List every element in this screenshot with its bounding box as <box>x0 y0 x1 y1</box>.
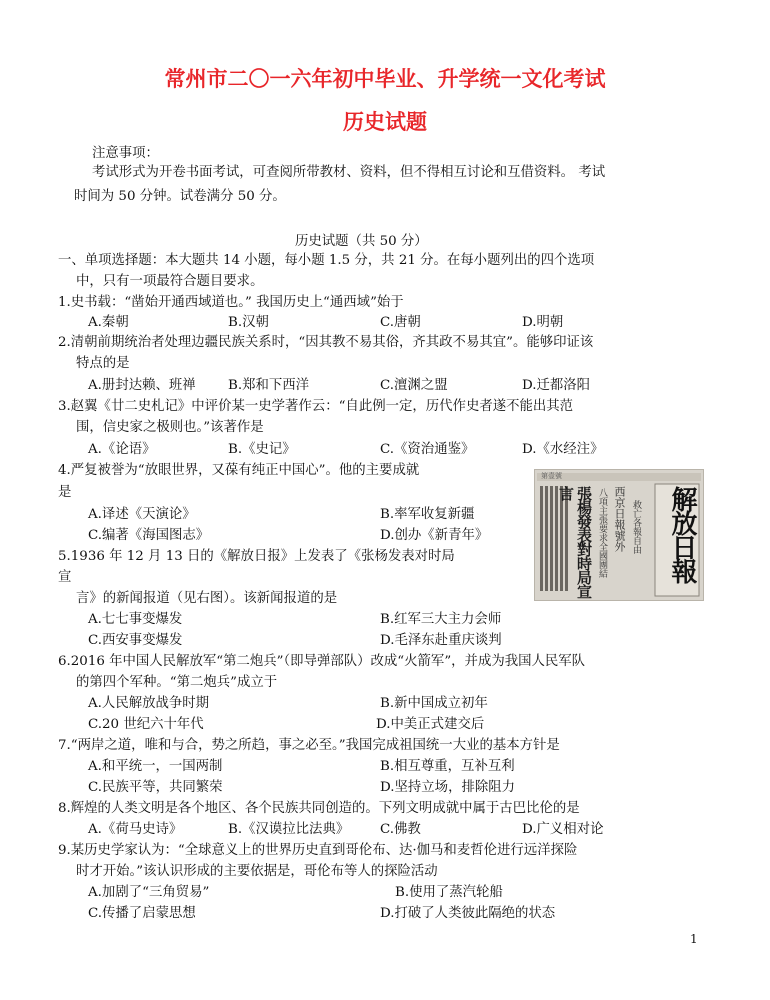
option-d: D.《水经注》 <box>522 442 604 457</box>
option-c: C.《资治通鉴》 <box>380 442 475 457</box>
option-b: B.新中国成立初年 <box>380 696 488 711</box>
option-d: D.毛泽东赴重庆谈判 <box>380 633 502 648</box>
option-b: B.《汉谟拉比法典》 <box>228 822 350 837</box>
option-d: D.创办《新青年》 <box>380 528 489 543</box>
option-c: C.唐朝 <box>380 315 421 330</box>
option-c: C.传播了启蒙思想 <box>88 906 196 921</box>
option-c: C.编著《海国图志》 <box>88 528 210 543</box>
option-b: B.率军收复新疆 <box>380 507 475 522</box>
section-title: 历史试题（共 50 分） <box>295 234 428 249</box>
question-stem-cont: 的第四个军种。“第二炮兵”成立于 <box>76 675 278 690</box>
subject-title: 历史试题 <box>343 110 427 134</box>
option-a: A.秦朝 <box>88 315 129 330</box>
option-d: D.中美正式建交后 <box>376 717 485 732</box>
option-a: A.译述《天演论》 <box>88 507 196 522</box>
option-a: A.《论语》 <box>88 442 156 457</box>
newspaper-sub-2: 八項主張要求全國團結 <box>597 488 607 578</box>
option-a: A.七七事变爆发 <box>88 612 183 627</box>
question-stem: 7.“两岸之道，唯和与合，势之所趋，事之必至。”我国完成祖国统一大业的基本方针是 <box>58 738 560 753</box>
question-stem-cont: 围，信史家之极则也。”该著作是 <box>76 420 264 435</box>
question-stem: 4.严复被誉为“放眼世界，又葆有纯正中国心”。他的主要成就 <box>58 463 420 478</box>
option-a: A.加剧了“三角贸易” <box>88 885 210 900</box>
newspaper-photo <box>534 469 704 601</box>
notice-line-2: 时间为 50 分钟。试卷满分 50 分。 <box>74 189 286 204</box>
question-stem: 5.1936 年 12 月 13 日的《解放日报》上发表了《张杨发表对时局 <box>58 549 455 564</box>
option-a: A.册封达赖、班禅 <box>88 378 196 393</box>
option-c: C.民族平等，共同繁荣 <box>88 780 223 795</box>
option-a: A.人民解放战争时期 <box>88 696 210 711</box>
question-stem: 8.辉煌的人类文明是各个地区、各个民族共同创造的。下列文明成就中属于古巴比伦的是 <box>58 801 580 816</box>
option-b: B.郑和下西洋 <box>228 378 310 393</box>
option-d: D.迁都洛阳 <box>522 378 591 393</box>
question-stem: 9.某历史学家认为：“全球意义上的世界历史直到哥伦布、达·伽马和麦哲伦进行远洋探险 <box>58 843 578 858</box>
question-stem-cont: 是 <box>58 485 72 500</box>
option-b: B.《史记》 <box>228 442 296 457</box>
option-d: D.明朝 <box>522 315 564 330</box>
question-stem-cont: 时才开始。”该认识形成的主要依据是，哥伦布等人的探险活动 <box>76 864 438 879</box>
option-d: D.坚持立场，排除阻力 <box>380 780 516 795</box>
question-stem: 3.赵翼《廿二史札记》中评价某一史学著作云：“自此例一定，历代作史者遂不能出其范 <box>58 399 574 414</box>
notice-line-1: 考试形式为开卷书面考试，可查阅所带教材、资料，但不得相互讨论和互借资料。 考试 <box>92 165 606 180</box>
option-c: C.20 世纪六十年代 <box>88 717 204 732</box>
question-stem: 1.史书载：“凿始开通西域道也。” 我国历史上“通西域”始于 <box>58 295 404 310</box>
option-c: C.澶渊之盟 <box>380 378 448 393</box>
newspaper-masthead: 解放日報 <box>667 486 697 582</box>
question-stem: 2.清朝前期统治者处理边疆民族关系时，“因其教不易其俗，齐其政不易其宜”。能够印证该 <box>58 335 594 350</box>
section-intro-2: 中，只有一项最符合题目要求。 <box>76 274 264 289</box>
question-stem-cont: 特点的是 <box>76 356 130 371</box>
notice-heading: 注意事项： <box>92 146 159 161</box>
option-d: D.打破了人类彼此隔绝的状态 <box>380 906 556 921</box>
question-stem: 6.2016 年中国人民解放军“第二炮兵”（即导弹部队）改成“火箭军”，并成为我国人民军队 <box>58 654 586 669</box>
option-b: B.使用了蒸汽轮船 <box>395 885 503 900</box>
option-c: C.西安事变爆发 <box>88 633 183 648</box>
option-c: C.佛教 <box>380 822 421 837</box>
section-intro-1: 一、单项选择题：本大题共 14 小题，每小题 1.5 分，共 21 分。在每小题列出的四个选项 <box>58 253 595 268</box>
option-b: B.相互尊重，互补互利 <box>380 759 515 774</box>
newspaper-corner: 第壹號 <box>541 472 562 480</box>
option-b: B.汉朝 <box>228 315 269 330</box>
question-stem-cont: 宣 <box>58 570 72 585</box>
question-stem-cont: 言》的新闻报道（见右图）。该新闻报道的是 <box>76 591 338 606</box>
newspaper-headline: 張楊發表對時局宣言 <box>557 486 593 598</box>
option-a: A.和平统一，一国两制 <box>88 759 223 774</box>
newspaper-sub-3: 救亡各報自由 <box>631 500 641 554</box>
option-d: D.广义相对论 <box>522 822 604 837</box>
exam-title: 常州市二〇一六年初中毕业、升学统一文化考试 <box>164 67 606 91</box>
newspaper-sub-1: 西京日報號外 <box>613 486 626 552</box>
option-a: A.《荷马史诗》 <box>88 822 183 837</box>
page-number: 1 <box>690 932 698 946</box>
option-b: B.红军三大主力会师 <box>380 612 502 627</box>
